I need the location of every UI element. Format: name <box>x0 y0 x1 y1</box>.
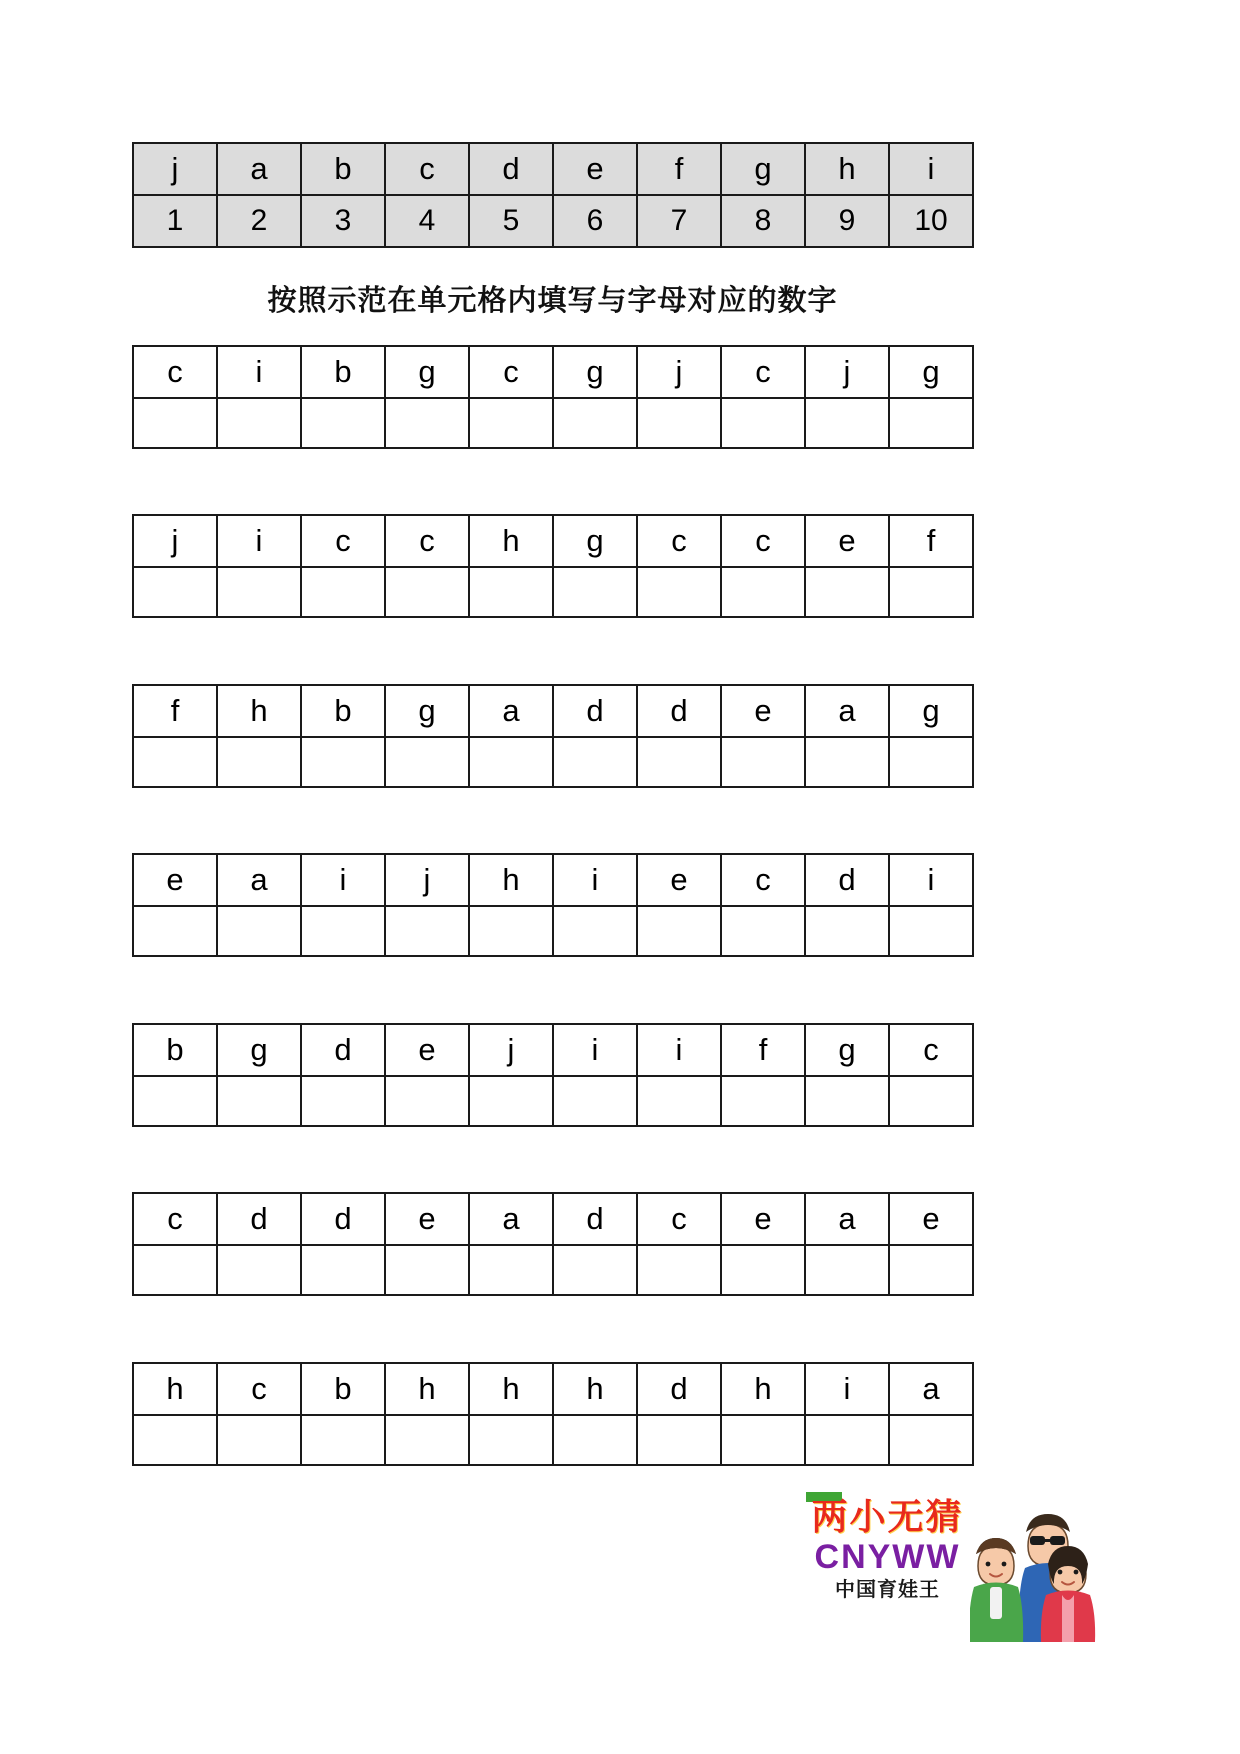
legend-table <box>132 142 974 248</box>
answer-input-cell[interactable] <box>385 1415 469 1465</box>
exercise-letter-cell: b <box>133 1024 217 1076</box>
exercise-letter-cell: c <box>721 346 805 398</box>
exercise-letter-cell: i <box>889 854 973 906</box>
exercise-answer-row <box>133 906 973 956</box>
exercise-letter-cell: g <box>217 1024 301 1076</box>
answer-input-cell[interactable] <box>385 398 469 448</box>
exercise-letter-cell: g <box>385 685 469 737</box>
exercise-letter-row <box>133 515 973 567</box>
answer-input-cell[interactable] <box>889 737 973 787</box>
exercise-table-6 <box>132 1192 974 1296</box>
answer-input-cell[interactable] <box>217 1415 301 1465</box>
exercise-letter-cell: a <box>805 1193 889 1245</box>
exercise-answer-row <box>133 1076 973 1126</box>
answer-input-cell[interactable] <box>301 1415 385 1465</box>
exercise-letter-cell: j <box>385 854 469 906</box>
legend-number-cell: 2 <box>217 195 301 247</box>
exercise-letter-cell: c <box>637 515 721 567</box>
exercise-letter-cell: f <box>889 515 973 567</box>
answer-input-cell[interactable] <box>889 1076 973 1126</box>
exercise-block-1 <box>132 345 974 449</box>
exercise-letter-cell: d <box>553 685 637 737</box>
legend-letter-cell: e <box>553 143 637 195</box>
answer-input-cell[interactable] <box>637 1415 721 1465</box>
answer-input-cell[interactable] <box>217 1245 301 1295</box>
exercise-answer-row <box>133 398 973 448</box>
exercise-letter-cell: i <box>301 854 385 906</box>
legend-number-cell: 9 <box>805 195 889 247</box>
exercise-letter-cell: d <box>301 1024 385 1076</box>
answer-input-cell[interactable] <box>133 737 217 787</box>
boy-figure <box>970 1538 1023 1642</box>
legend-number-cell: 7 <box>637 195 721 247</box>
exercise-letter-cell: a <box>889 1363 973 1415</box>
exercise-letter-cell: h <box>385 1363 469 1415</box>
exercise-letter-cell: d <box>637 685 721 737</box>
legend-letter-cell: a <box>217 143 301 195</box>
answer-input-cell[interactable] <box>553 1245 637 1295</box>
watermark-text-block <box>800 1498 975 1602</box>
exercise-letter-cell: b <box>301 1363 385 1415</box>
answer-input-cell[interactable] <box>637 1245 721 1295</box>
answer-input-cell[interactable] <box>553 906 637 956</box>
watermark-logo <box>800 1492 1100 1642</box>
exercise-block-6 <box>132 1192 974 1296</box>
exercise-letter-cell: e <box>385 1193 469 1245</box>
legend-letter-cell: b <box>301 143 385 195</box>
exercise-letter-row <box>133 685 973 737</box>
answer-input-cell[interactable] <box>637 906 721 956</box>
answer-input-cell[interactable] <box>553 398 637 448</box>
exercise-letter-row <box>133 346 973 398</box>
answer-input-cell[interactable] <box>805 1415 889 1465</box>
exercise-letter-cell: h <box>133 1363 217 1415</box>
exercise-letter-cell: c <box>469 346 553 398</box>
exercise-letter-cell: h <box>553 1363 637 1415</box>
answer-input-cell[interactable] <box>301 1076 385 1126</box>
exercise-letter-cell: c <box>217 1363 301 1415</box>
girl-figure <box>1041 1546 1095 1642</box>
answer-input-cell[interactable] <box>301 567 385 617</box>
watermark-subtitle: CNYWW <box>814 1538 961 1576</box>
answer-input-cell[interactable] <box>721 737 805 787</box>
exercise-letter-cell: g <box>553 515 637 567</box>
exercise-letter-cell: c <box>721 515 805 567</box>
exercise-answer-row <box>133 737 973 787</box>
exercise-table-4 <box>132 853 974 957</box>
answer-input-cell[interactable] <box>889 906 973 956</box>
exercise-letter-cell: a <box>469 685 553 737</box>
instruction-text: 按照示范在单元格内填写与字母对应的数字 <box>267 283 838 317</box>
answer-input-cell[interactable] <box>217 398 301 448</box>
answer-input-cell[interactable] <box>637 737 721 787</box>
answer-input-cell[interactable] <box>469 906 553 956</box>
legend-letter-cell: g <box>721 143 805 195</box>
legend-letter-cell: d <box>469 143 553 195</box>
exercise-letter-cell: j <box>637 346 721 398</box>
answer-input-cell[interactable] <box>721 906 805 956</box>
exercise-table-1 <box>132 345 974 449</box>
answer-input-cell[interactable] <box>217 1076 301 1126</box>
exercise-letter-cell: h <box>469 1363 553 1415</box>
answer-input-cell[interactable] <box>301 398 385 448</box>
exercise-letter-cell: j <box>805 346 889 398</box>
exercise-letter-cell: d <box>217 1193 301 1245</box>
answer-input-cell[interactable] <box>805 398 889 448</box>
answer-input-cell[interactable] <box>385 567 469 617</box>
exercise-letter-cell: i <box>217 515 301 567</box>
legend-number-cell: 10 <box>889 195 973 247</box>
exercise-letter-cell: a <box>217 854 301 906</box>
exercise-letter-cell: e <box>889 1193 973 1245</box>
exercise-letter-cell: c <box>637 1193 721 1245</box>
exercise-letter-row <box>133 1193 973 1245</box>
exercise-letter-cell: j <box>133 515 217 567</box>
answer-input-cell[interactable] <box>133 1245 217 1295</box>
answer-input-cell[interactable] <box>721 1415 805 1465</box>
exercise-letter-cell: f <box>133 685 217 737</box>
exercise-letter-cell: e <box>637 854 721 906</box>
answer-input-cell[interactable] <box>385 1245 469 1295</box>
exercise-letter-cell: g <box>889 685 973 737</box>
exercise-letter-cell: h <box>469 515 553 567</box>
legend-letter-cell: f <box>637 143 721 195</box>
answer-input-cell[interactable] <box>301 1245 385 1295</box>
exercise-block-7 <box>132 1362 974 1466</box>
exercise-letter-cell: i <box>217 346 301 398</box>
answer-input-cell[interactable] <box>553 1415 637 1465</box>
legend-letter-cell: c <box>385 143 469 195</box>
answer-input-cell[interactable] <box>889 398 973 448</box>
legend-numbers-row <box>133 195 973 247</box>
answer-input-cell[interactable] <box>469 1076 553 1126</box>
legend-letter-cell: i <box>889 143 973 195</box>
exercise-letter-cell: g <box>553 346 637 398</box>
answer-input-cell[interactable] <box>133 1415 217 1465</box>
exercise-table-5 <box>132 1023 974 1127</box>
answer-input-cell[interactable] <box>469 1245 553 1295</box>
exercise-letter-cell: e <box>721 685 805 737</box>
exercise-letter-cell: h <box>217 685 301 737</box>
answer-input-cell[interactable] <box>721 398 805 448</box>
exercise-letter-cell: a <box>805 685 889 737</box>
exercise-answer-row <box>133 567 973 617</box>
exercise-block-3 <box>132 684 974 788</box>
exercise-letter-row <box>133 854 973 906</box>
exercise-letter-cell: f <box>721 1024 805 1076</box>
answer-input-cell[interactable] <box>385 737 469 787</box>
answer-input-cell[interactable] <box>133 1076 217 1126</box>
answer-input-cell[interactable] <box>805 1245 889 1295</box>
answer-input-cell[interactable] <box>805 737 889 787</box>
answer-input-cell[interactable] <box>469 398 553 448</box>
answer-input-cell[interactable] <box>805 567 889 617</box>
answer-input-cell[interactable] <box>133 398 217 448</box>
cartoon-family-icon <box>970 1492 1100 1642</box>
answer-input-cell[interactable] <box>553 737 637 787</box>
exercise-letter-cell: h <box>721 1363 805 1415</box>
exercise-letter-cell: c <box>301 515 385 567</box>
exercise-answer-row <box>133 1245 973 1295</box>
answer-input-cell[interactable] <box>721 1245 805 1295</box>
exercise-table-2 <box>132 514 974 618</box>
legend-number-cell: 1 <box>133 195 217 247</box>
exercise-letter-cell: e <box>385 1024 469 1076</box>
watermark-title: 两小无猜 <box>811 1497 964 1538</box>
legend-letters-row <box>133 143 973 195</box>
exercise-letter-cell: i <box>553 1024 637 1076</box>
exercise-letter-cell: g <box>889 346 973 398</box>
legend-table-wrapper <box>132 142 974 248</box>
answer-input-cell[interactable] <box>637 567 721 617</box>
answer-input-cell[interactable] <box>805 1076 889 1126</box>
exercise-block-5 <box>132 1023 974 1127</box>
exercise-table-7 <box>132 1362 974 1466</box>
exercise-letter-cell: c <box>133 1193 217 1245</box>
exercise-letter-cell: h <box>469 854 553 906</box>
exercise-letter-cell: i <box>805 1363 889 1415</box>
answer-input-cell[interactable] <box>385 1076 469 1126</box>
exercise-letter-cell: i <box>637 1024 721 1076</box>
exercise-block-2 <box>132 514 974 618</box>
answer-input-cell[interactable] <box>217 906 301 956</box>
exercise-letter-cell: c <box>133 346 217 398</box>
answer-input-cell[interactable] <box>469 567 553 617</box>
exercise-answer-row <box>133 1415 973 1465</box>
exercise-letter-cell: i <box>553 854 637 906</box>
exercise-letter-cell: d <box>553 1193 637 1245</box>
legend-number-cell: 3 <box>301 195 385 247</box>
exercise-letter-cell: g <box>385 346 469 398</box>
exercise-letter-cell: b <box>301 685 385 737</box>
answer-input-cell[interactable] <box>301 906 385 956</box>
exercise-table-3 <box>132 684 974 788</box>
exercise-letter-cell: d <box>637 1363 721 1415</box>
exercise-letter-cell: e <box>721 1193 805 1245</box>
answer-input-cell[interactable] <box>385 906 469 956</box>
answer-input-cell[interactable] <box>805 906 889 956</box>
exercise-letter-cell: b <box>301 346 385 398</box>
answer-input-cell[interactable] <box>889 567 973 617</box>
legend-letter-cell: h <box>805 143 889 195</box>
answer-input-cell[interactable] <box>217 737 301 787</box>
exercise-letter-row <box>133 1024 973 1076</box>
exercise-letter-cell: e <box>133 854 217 906</box>
exercise-letter-cell: g <box>805 1024 889 1076</box>
answer-input-cell[interactable] <box>889 1245 973 1295</box>
exercise-block-4 <box>132 853 974 957</box>
exercise-letter-cell: a <box>469 1193 553 1245</box>
answer-input-cell[interactable] <box>301 737 385 787</box>
legend-number-cell: 4 <box>385 195 469 247</box>
answer-input-cell[interactable] <box>469 737 553 787</box>
answer-input-cell[interactable] <box>637 398 721 448</box>
exercise-letter-cell: j <box>469 1024 553 1076</box>
exercise-letter-row <box>133 1363 973 1415</box>
legend-number-cell: 5 <box>469 195 553 247</box>
exercise-letter-cell: d <box>301 1193 385 1245</box>
exercise-letter-cell: d <box>805 854 889 906</box>
answer-input-cell[interactable] <box>637 1076 721 1126</box>
answer-input-cell[interactable] <box>469 1415 553 1465</box>
exercise-letter-cell: c <box>385 515 469 567</box>
answer-input-cell[interactable] <box>721 1076 805 1126</box>
legend-number-cell: 8 <box>721 195 805 247</box>
exercise-letter-cell: e <box>805 515 889 567</box>
answer-input-cell[interactable] <box>889 1415 973 1465</box>
answer-input-cell[interactable] <box>217 567 301 617</box>
answer-input-cell[interactable] <box>553 1076 637 1126</box>
answer-input-cell[interactable] <box>133 567 217 617</box>
legend-number-cell: 6 <box>553 195 637 247</box>
watermark-chinese-label: 中国育娃王 <box>835 1577 940 1601</box>
answer-input-cell[interactable] <box>553 567 637 617</box>
exercise-letter-cell: c <box>721 854 805 906</box>
legend-letter-cell: j <box>133 143 217 195</box>
answer-input-cell[interactable] <box>721 567 805 617</box>
answer-input-cell[interactable] <box>133 906 217 956</box>
exercise-letter-cell: c <box>889 1024 973 1076</box>
